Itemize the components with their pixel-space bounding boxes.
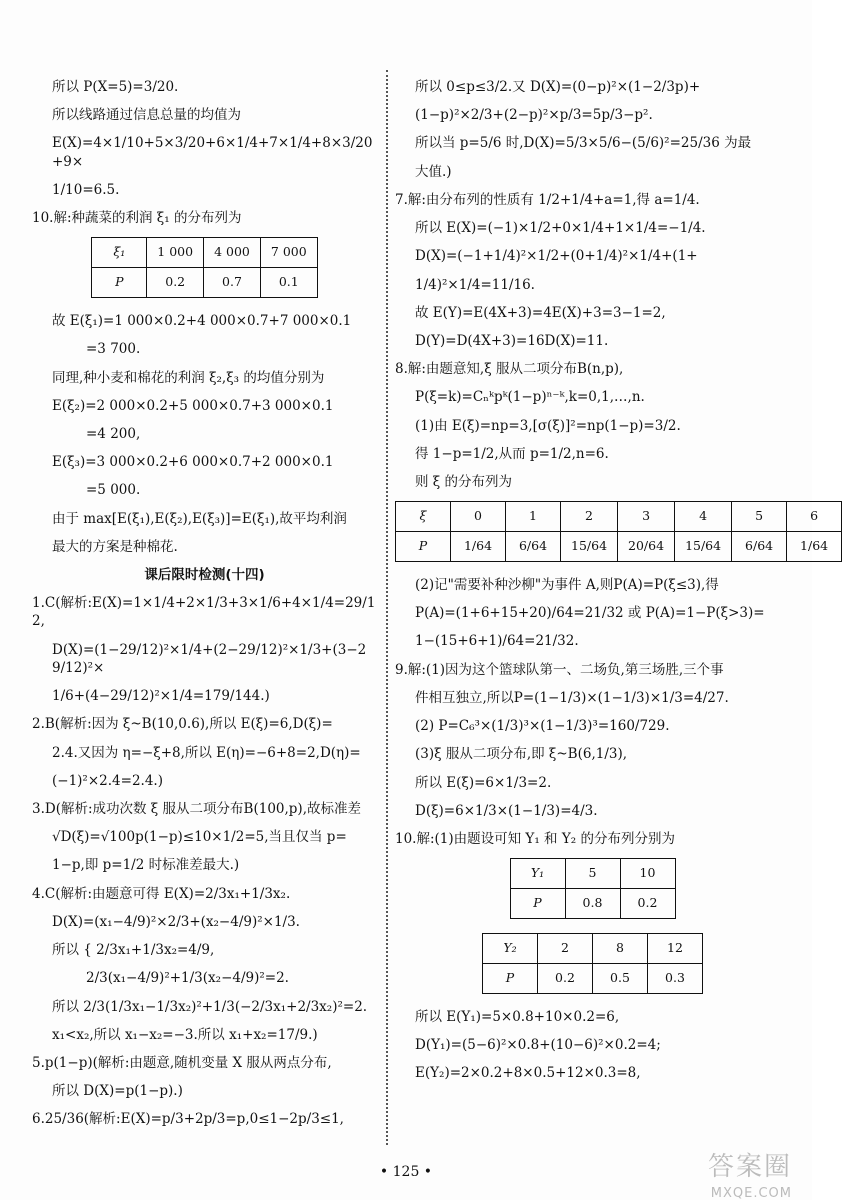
table-row [396,532,842,562]
table-row [92,268,317,298]
text-line: =5 000. [86,482,141,499]
table-cell: 6 [787,502,842,532]
watermark-text: 答案圈 [707,1152,792,1182]
text-line: 1/10=6.5. [52,181,120,198]
text-line: 2.B(解析:因为 ξ~B(10,0.6),所以 E(ξ)=6,D(ξ)= [32,716,333,733]
table-cell: 4 000 [204,238,261,268]
table-cell: 1/64 [451,532,506,562]
text-line: 5.p(1−p)(解析:由题意,随机变量 X 服从两点分布, [32,1054,332,1071]
distribution-table [395,501,842,562]
table-cell: 4 [675,502,732,532]
text-line: (1)由 E(ξ)=np=3,[σ(ξ)]²=np(1−p)=3/2. [415,417,681,434]
text-line: 所以 E(X)=(−1)×1/2+0×1/4+1×1/4=−1/4. [415,220,706,237]
text-line: 1/4)²×1/4=11/16. [415,276,535,293]
text-line: E(X)=4×1/10+5×3/20+6×1/4+7×1/4+8×3/20+9× [52,135,373,170]
text-line: 得 1−p=1/2,从而 p=1/2,n=6. [415,445,609,462]
text-line: 所以 2/3(1/3x₁−1/3x₂)²+1/3(−2/3x₁+2/3x₂)²=2. [52,998,368,1015]
table-cell: 7 000 [260,238,317,268]
table-cell: P [510,889,565,919]
table-cell: 2 [538,933,593,963]
text-line: 6.25/36(解析:E(X)=p/3+2p/3=p,0≤1−2p/3≤1, [32,1111,344,1128]
column-divider [386,70,388,1145]
table-cell: 0.2 [620,889,675,919]
text-line: 故 E(ξ₁)=1 000×0.2+4 000×0.7+7 000×0.1 [52,313,352,330]
table-cell: Y₁ [510,859,565,889]
table-cell: 0.7 [204,268,261,298]
section-heading: 课后限时检测(十四) [144,567,265,584]
text-line: 7.解:由分布列的性质有 1/2+1/4+a=1,得 a=1/4. [395,191,700,208]
text-line: 所以当 p=5/6 时,D(X)=5/3×5/6−(5/6)²=25/36 为最 [415,135,752,152]
text-line: 所以 D(X)=p(1−p).) [52,1083,183,1100]
text-line: 所以线路通过信息总量的均值为 [52,107,241,124]
table-cell: P [483,963,538,993]
table-cell: 0.2 [538,963,593,993]
text-line: D(X)=(−1+1/4)²×1/2+(0+1/4)²×1/4+(1+ [415,248,698,265]
text-line: 所以 P(X=5)=3/20. [52,79,179,95]
table-cell: 20/64 [618,532,675,562]
table-row [483,933,703,963]
text-line: 10.解:(1)由题设可知 Y₁ 和 Y₂ 的分布列分别为 [395,831,675,847]
text-line: (2) P=C₆³×(1/3)³×(1−1/3)³=160/729. [415,718,670,735]
table-cell: 8 [593,933,648,963]
text-line: (2)记"需要补种沙柳"为事件 A,则P(A)=P(ξ≤3),得 [415,577,719,594]
text-line: =3 700. [86,341,141,358]
table-row [510,859,675,889]
text-line: 3.D(解析:成功次数 ξ 服从二项分布B(100,p),故标准差 [32,801,361,817]
table-cell: 0 [451,502,506,532]
text-line: D(ξ)=6×1/3×(1−1/3)=4/3. [415,802,598,819]
text-line: 所以 E(ξ)=6×1/3=2. [415,774,552,791]
table-cell: 0.8 [565,889,620,919]
text-line: 2.4.又因为 η=−ξ+8,所以 E(η)=−6+8=2,D(η)= [52,744,361,761]
text-line: 大值.) [415,163,452,180]
left-column [32,78,377,1139]
text-line: D(X)=(1−29/12)²×1/4+(2−29/12)²×1/3+(3−29/12)²× [52,641,367,676]
table-cell: 1/64 [787,532,842,562]
table-cell: 3 [618,502,675,532]
table-cell: 6/64 [506,532,561,562]
text-line: P(A)=(1+6+15+20)/64=21/32 或 P(A)=1−P(ξ>3)= [415,605,765,622]
table-cell: 0.3 [648,963,703,993]
table-cell: 0.2 [147,268,204,298]
text-line: 由于 max[E(ξ₁),E(ξ₂),E(ξ₃)]=E(ξ₁),故平均利润 [52,510,347,527]
text-line: E(ξ₂)=2 000×0.2+5 000×0.7+3 000×0.1 [52,397,334,414]
text-line: D(Y₁)=(5−6)²×0.8+(10−6)²×0.2=4; [415,1036,661,1053]
table-cell: 0.5 [593,963,648,993]
text-line: P(ξ=k)=Cₙᵏpᵏ(1−p)ⁿ⁻ᵏ,k=0,1,…,n. [415,389,645,406]
text-line: (3)ξ 服从二项分布,即 ξ~B(6,1/3), [415,746,628,763]
table-cell: 15/64 [675,532,732,562]
text-line: 1−(15+6+1)/64=21/32. [415,633,579,650]
text-line: 故 E(Y)=E(4X+3)=4E(X)+3=3−1=2, [415,304,666,321]
right-column [395,78,829,1092]
text-line: 所以 0≤p≤3/2.又 D(X)=(0−p)²×(1−2/3p)+ [415,79,701,95]
table-cell: 15/64 [561,532,618,562]
table-row [92,238,317,268]
table-cell: ξ₁ [92,238,147,268]
table-cell: ξ [396,502,451,532]
text-line: 则 ξ 的分布列为 [415,474,513,491]
text-line: 1/6+(4−29/12)²×1/4=179/144.) [52,688,270,705]
table-cell: P [396,532,451,562]
table-row [396,502,842,532]
text-line: D(Y)=D(4X+3)=16D(X)=11. [415,332,609,349]
table-cell: 6/64 [732,532,787,562]
watermark-url: MXQE.COM [710,1186,792,1202]
text-line: 所以 E(Y₁)=5×0.8+10×0.2=6, [415,1008,620,1025]
text-line: x₁<x₂,所以 x₁−x₂=−3.所以 x₁+x₂=17/9.) [52,1026,318,1043]
table-cell: 5 [732,502,787,532]
text-line: (−1)²×2.4=2.4.) [52,772,163,789]
table-cell: P [92,268,147,298]
text-line: 1.C(解析:E(X)=1×1/4+2×1/3+3×1/6+4×1/4=29/12, [32,595,376,630]
text-line: 8.解:由题意知,ξ 服从二项分布B(n,p), [395,361,624,378]
table-cell: 10 [620,859,675,889]
watermark-logo [708,1150,792,1203]
text-line: 9.解:(1)因为这个篮球队第一、二场负,第三场胜,三个事 [395,661,724,678]
distribution-table [91,237,317,298]
text-line: 4.C(解析:由题意可得 E(X)=2/3x₁+1/3x₂. [32,885,291,902]
page-number: • 125 • [379,1164,433,1180]
table-cell: 12 [648,933,703,963]
text-line: D(X)=(x₁−4/9)²×2/3+(x₂−4/9)²×1/3. [52,913,300,930]
table-cell: Y₂ [483,933,538,963]
text-line: 同理,种小麦和棉花的利润 ξ₂,ξ₃ 的均值分别为 [52,369,325,386]
table-cell: 1 [506,502,561,532]
text-line: 1−p,即 p=1/2 时标准差最大.) [52,857,240,874]
table-cell: 5 [565,859,620,889]
text-line: 最大的方案是种棉花. [52,538,178,555]
text-line: √D(ξ)=√100p(1−p)≤10×1/2=5,当且仅当 p= [52,829,347,846]
distribution-table [510,858,676,919]
table-row [510,889,675,919]
text-line: E(ξ₃)=3 000×0.2+6 000×0.7+2 000×0.1 [52,454,334,471]
text-line: 10.解:种蔬菜的利润 ξ₁ 的分布列为 [32,210,242,227]
distribution-table [482,933,703,994]
text-line: 所以 { 2/3x₁+1/3x₂=4/9, [52,942,215,959]
table-cell: 1 000 [147,238,204,268]
text-line: 件相互独立,所以P=(1−1/3)×(1−1/3)×1/3=4/27. [415,689,729,706]
table-cell: 0.1 [260,268,317,298]
text-line: (1−p)²×2/3+(2−p)²×p/3=5p/3−p². [415,107,653,124]
table-cell: 2 [561,502,618,532]
text-line: E(Y₂)=2×0.2+8×0.5+12×0.3=8, [415,1065,641,1082]
text-line: 2/3(x₁−4/9)²+1/3(x₂−4/9)²=2. [86,970,289,987]
text-line: =4 200, [86,425,141,442]
table-row [483,963,703,993]
